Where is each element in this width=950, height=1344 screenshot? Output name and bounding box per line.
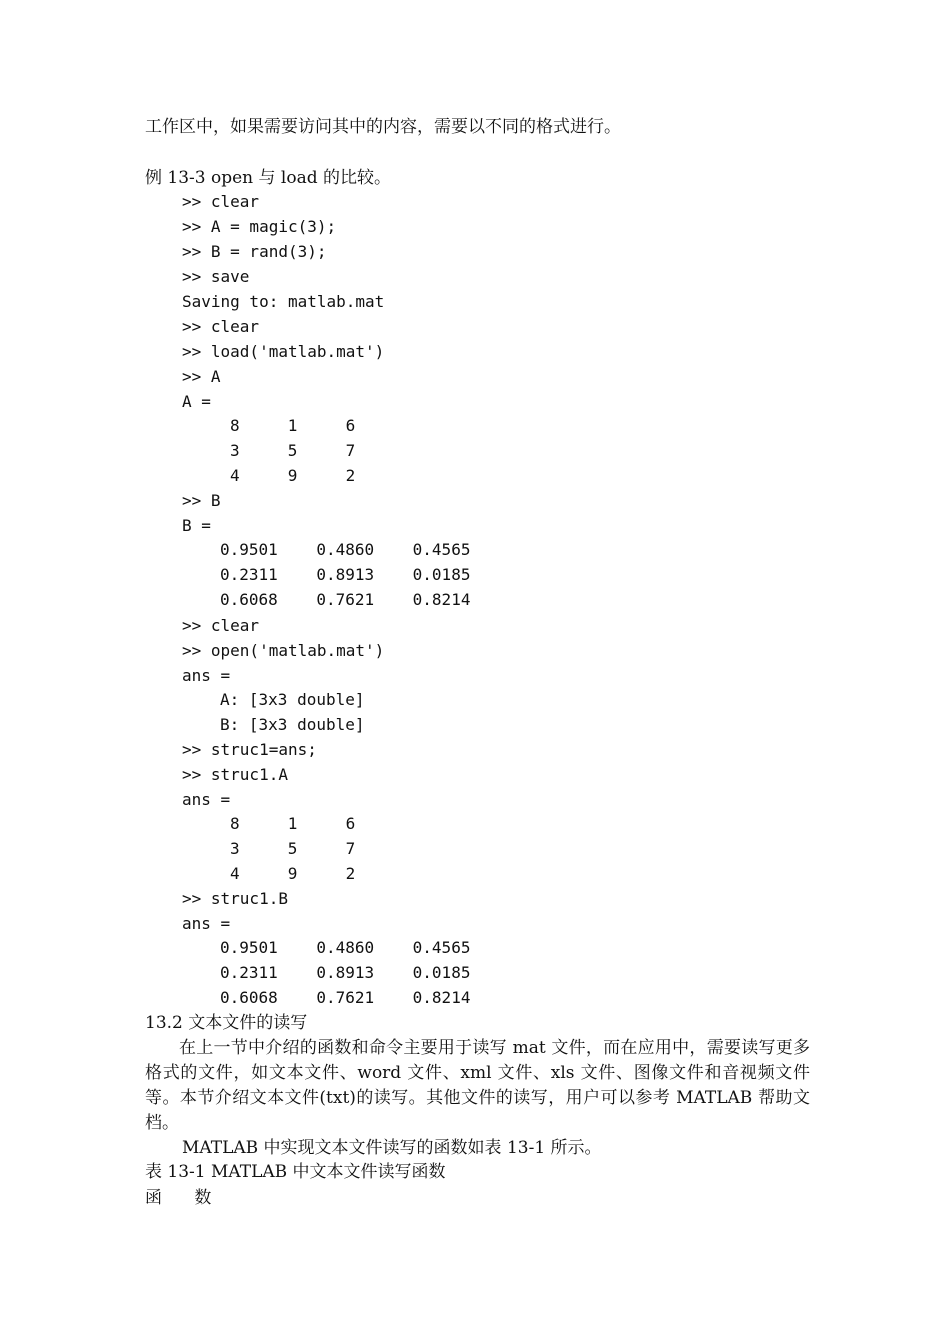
code-line: >> struc1=ans;	[182, 740, 317, 759]
code-output: ans =	[182, 914, 231, 933]
code-line: >> A = magic(3);	[182, 217, 337, 236]
code-output: Saving to: matlab.mat	[182, 292, 385, 311]
matrix-row: 4 9 2	[230, 864, 356, 883]
code-line: >> open('matlab.mat')	[182, 641, 385, 660]
matrix-row: 3 5 7	[230, 839, 356, 858]
code-line: >> save	[182, 267, 250, 286]
matrix-row: 8 1 6	[230, 416, 356, 435]
code-output: ans =	[182, 666, 231, 685]
matrix-row: 0.9501 0.4860 0.4565	[220, 540, 471, 559]
matrix-row: 8 1 6	[230, 814, 356, 833]
body-paragraph: MATLAB 中实现文本文件读写的函数如表 13-1 所示。	[182, 1138, 602, 1158]
table-header-cell: 函 数	[145, 1188, 212, 1208]
code-line: >> B	[182, 491, 221, 510]
example-title: 例 13-3 open 与 load 的比较。	[145, 168, 392, 188]
code-line: >> B = rand(3);	[182, 242, 327, 261]
section-heading: 13.2 文本文件的读写	[145, 1013, 308, 1033]
code-line: >> struc1.A	[182, 765, 288, 784]
table-caption: 表 13-1 MATLAB 中文本文件读写函数	[145, 1162, 446, 1182]
matrix-row: 4 9 2	[230, 466, 356, 485]
matrix-row: 3 5 7	[230, 441, 356, 460]
matrix-row: 0.6068 0.7621 0.8214	[220, 590, 471, 609]
code-line: >> load('matlab.mat')	[182, 342, 385, 361]
matrix-row: 0.2311 0.8913 0.0185	[220, 565, 471, 584]
code-output: A: [3x3 double]	[220, 690, 365, 709]
code-line: >> struc1.B	[182, 889, 288, 908]
code-line: >> clear	[182, 192, 260, 211]
matrix-row: 0.2311 0.8913 0.0185	[220, 963, 471, 982]
code-output: ans =	[182, 790, 231, 809]
code-output: B =	[182, 516, 211, 535]
matrix-row: 0.6068 0.7621 0.8214	[220, 988, 471, 1007]
code-output: A =	[182, 392, 211, 411]
code-output: B: [3x3 double]	[220, 715, 365, 734]
matrix-row: 0.9501 0.4860 0.4565	[220, 938, 471, 957]
intro-line: 工作区中，如果需要访问其中的内容，需要以不同的格式进行。	[145, 117, 621, 137]
body-paragraph: 在上一节中介绍的函数和命令主要用于读写 mat 文件，而在应用中，需要读写更多格式的文件，如文本文件、word 文件、xml 文件、xls 文件、图像文件和音视频文件等。本节介绍文本文件(txt)的读写。其他文件的读写，用户可以参考 MATLAB 帮助文档。	[145, 1038, 810, 1133]
code-line: >> clear	[182, 317, 260, 336]
code-line: >> clear	[182, 616, 260, 635]
code-line: >> A	[182, 367, 221, 386]
